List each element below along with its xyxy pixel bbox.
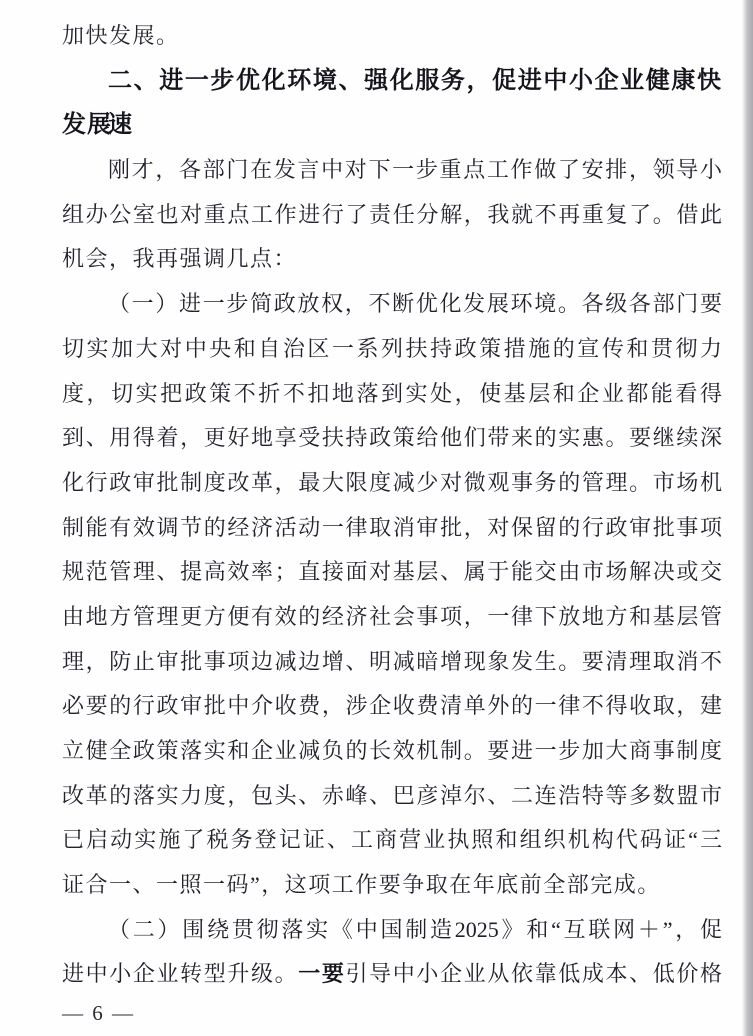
text-segment: 规范管理、提高效率；直接面对基层、属于能交由市场解决或交 [62, 559, 722, 585]
text-segment: 到、用得着，更好地享受扶持政策给他们带来的实惠。要继续深 [62, 425, 722, 451]
text-segment: 切实加大对中央和自治区一系列扶持政策措施的宣传和贯彻力 [62, 335, 722, 361]
text-segment: （一）进一步简政放权，不断优化发展环境。 [108, 291, 582, 317]
text-segment: 发展 [62, 112, 112, 139]
text-segment: 立健全政策落实和企业减负的长效机制。要进一步加大商事制度 [62, 738, 722, 763]
text-line [62, 863, 722, 908]
text-line [62, 908, 722, 953]
text-line [62, 282, 722, 327]
text-segment: 化行政审批制度改革，最大限度减少对微观事务的管理。市场机 [62, 469, 722, 495]
text-line [62, 506, 722, 551]
text-line [62, 416, 722, 461]
text-segment: 必要的行政审批中介收费，涉企收费清单外的一律不得收取，建 [62, 693, 722, 719]
text-line [62, 595, 722, 640]
text-segment: 二、进一步优化环境、强化服务，促进中小企业健康快速 [108, 67, 722, 139]
text-line [62, 14, 722, 59]
text-line [62, 237, 722, 282]
text-line [62, 640, 722, 685]
text-segment: 加快发展。 [62, 23, 180, 48]
text-line [62, 684, 722, 729]
text-line [62, 729, 722, 774]
text-line [62, 550, 722, 595]
text-line [62, 193, 722, 238]
text-line [62, 148, 722, 193]
text-line [62, 818, 722, 863]
text-line [62, 103, 722, 148]
text-segment: （二）围绕贯彻落实《中国制造2025》和“互联网＋”，促 [108, 916, 722, 942]
text-segment: 进中小企业转型升级。 [62, 961, 299, 987]
text-line [62, 774, 722, 819]
text-segment: 刚才，各部门在发言中对下一步重点工作做了安排，领导小 [108, 157, 722, 183]
scan-edge-shadow [742, 0, 753, 1036]
text-segment: 由地方管理更方便有效的经济社会事项，一律下放地方和基层管 [62, 603, 722, 629]
text-segment: 机会，我再强调几点： [62, 246, 298, 272]
text-segment: 引导中小企业从依靠低成本、低价格 [345, 961, 722, 987]
text-segment: 一要 [298, 961, 346, 987]
text-line [62, 461, 722, 506]
text-line [62, 327, 722, 372]
text-segment: 各级各部门要 [581, 291, 722, 317]
text-segment: 证合一、一照一码”，这项工作要争取在年底前全部完成。 [62, 872, 661, 898]
text-segment: 已启动实施了税务登记证、工商营业执照和组织机构代码证“三 [62, 827, 722, 853]
text-segment: 理，防止审批事项边减边增、明减暗增现象发生。要清理取消不 [62, 648, 722, 674]
text-segment: 改革的落实力度，包头、赤峰、巴彦淖尔、二连浩特等多数盟市 [62, 782, 722, 808]
text-line [62, 952, 722, 997]
page-number: — 6 — [62, 1001, 135, 1025]
text-segment: 组办公室也对重点工作进行了责任分解，我就不再重复了。借此 [62, 201, 722, 227]
text-line [62, 372, 722, 417]
text-segment: 度，切实把政策不折不扣地落到实处，使基层和企业都能看得 [62, 380, 722, 406]
document-text-block [62, 14, 722, 997]
text-segment: 制能有效调节的经济活动一律取消审批，对保留的行政审批事项 [62, 514, 722, 540]
